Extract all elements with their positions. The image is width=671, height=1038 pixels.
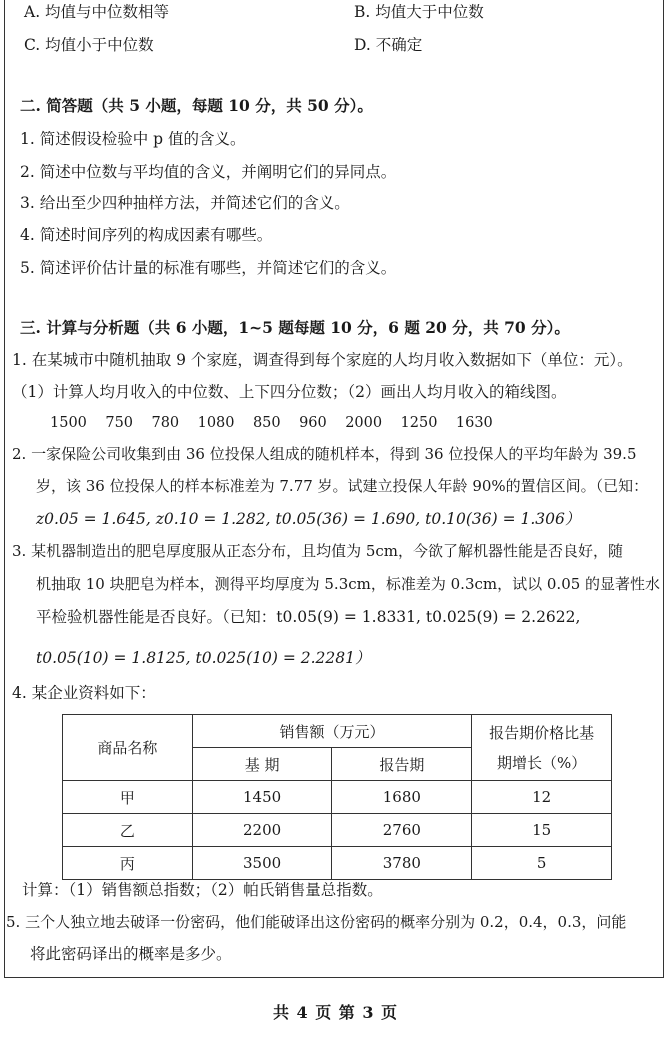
q2-line-1: 2. 一家保险公司收集到由 36 位投保人组成的随机样本，得到 36 位投保人的平均年龄为 39.5	[12, 445, 637, 463]
q1-line-2: （1）计算人均月收入的中位数、上下四分位数；（2）画出人均月收入的箱线图。	[12, 383, 567, 401]
sales-table	[62, 714, 612, 880]
section3-title: 三. 计算与分析题（共 6 小题，1~5 题每题 10 分，6 题 20 分，共 70 分）。	[20, 318, 570, 337]
q5-line-1: 5. 三个人独立地去破译一份密码，他们能破译出这份密码的概率分别为 0.2，0.4，0.3，问能	[6, 913, 627, 931]
q1-data-value: 780	[151, 415, 180, 431]
cell-report: 2760	[332, 814, 472, 847]
section2-title: 二. 简答题（共 5 小题，每题 10 分，共 50 分）。	[20, 96, 373, 115]
q3-line-3: 平检验机器性能是否良好。（已知：t0.05(9) = 1.8331, t0.025(9) = 2.2622,	[36, 608, 581, 626]
table-header-row	[63, 715, 612, 748]
cell-growth: 5	[472, 847, 612, 880]
header-product-name: 商品名称	[63, 715, 193, 781]
table-row	[63, 814, 612, 847]
option-a: A. 均值与中位数相等	[24, 3, 170, 21]
q1-line-1: 1. 在某城市中随机抽取 9 个家庭，调查得到每个家庭的人均月收入数据如下（单位：元）。	[12, 351, 633, 369]
q2-line-2: 岁，该 36 位投保人的样本标准差为 7.77 岁。试建立投保人年龄 90%的置信区间。（已知：	[36, 477, 649, 495]
header-price-growth-line-2: 期增长（%）	[496, 753, 587, 772]
header-sales: 销售额（万元）	[192, 715, 472, 748]
table-row	[63, 781, 612, 814]
section2-item-2: 2. 简述中位数与平均值的含义，并阐明它们的异同点。	[20, 163, 397, 181]
cell-base: 2200	[192, 814, 332, 847]
cell-growth: 15	[472, 814, 612, 847]
q4-intro: 4. 某企业资料如下：	[12, 684, 156, 702]
section2-item-5: 5. 简述评价估计量的标准有哪些，并简述它们的含义。	[20, 259, 397, 277]
cell-name: 乙	[63, 814, 193, 847]
page-footer: 共 4 页 第 3 页	[272, 1003, 399, 1022]
section2-item-4: 4. 简述时间序列的构成因素有哪些。	[20, 226, 273, 244]
cell-report: 1680	[332, 781, 472, 814]
q1-data-value: 960	[299, 415, 327, 431]
header-base-period: 基 期	[192, 748, 332, 781]
cell-name: 甲	[63, 781, 193, 814]
cell-name: 丙	[63, 847, 193, 880]
q1-data-value: 850	[252, 415, 281, 431]
q1-data-value: 750	[105, 415, 134, 431]
q1-data-value: 1630	[455, 415, 493, 431]
cell-report: 3780	[332, 847, 472, 880]
section2-item-3: 3. 给出至少四种抽样方法，并简述它们的含义。	[20, 194, 350, 212]
q3-line-1: 3. 某机器制造出的肥皂厚度服从正态分布，且均值为 5cm，今欲了解机器性能是否良好，随	[12, 542, 624, 560]
cell-base: 3500	[192, 847, 332, 880]
cell-base: 1450	[192, 781, 332, 814]
option-c: C. 均值小于中位数	[24, 36, 154, 54]
q2-formula-line: z0.05 = 1.645, z0.10 = 1.282, t0.05(36) = 1.690, t0.10(36) = 1.306）	[36, 510, 581, 528]
q4-task: 计算：（1）销售额总指数；（2）帕氏销售量总指数。	[22, 881, 383, 899]
q1-data-value: 1250	[400, 415, 438, 431]
option-d: D. 不确定	[354, 36, 423, 54]
header-report-period: 报告期	[332, 748, 472, 781]
q5-line-2: 将此密码译出的概率是多少。	[30, 945, 232, 963]
q1-data-value: 1080	[197, 415, 235, 431]
q1-data-row	[50, 413, 493, 433]
q3-line-2: 机抽取 10 块肥皂为样本，测得平均厚度为 5.3cm，标准差为 0.3cm，试以 0.05 的显著性水	[36, 575, 661, 593]
section2-item-1: 1. 简述假设检验中 p 值的含义。	[20, 130, 246, 148]
option-b: B. 均值大于中位数	[354, 3, 484, 21]
header-price-growth	[472, 715, 612, 781]
q3-formula-line: t0.05(10) = 1.8125, t0.025(10) = 2.2281）	[36, 649, 371, 667]
header-price-growth-line-1: 报告期价格比基	[489, 723, 595, 742]
q1-data-value: 2000	[345, 415, 383, 431]
table-row	[63, 847, 612, 880]
q1-data-value: 1500	[50, 415, 87, 431]
cell-growth: 12	[472, 781, 612, 814]
